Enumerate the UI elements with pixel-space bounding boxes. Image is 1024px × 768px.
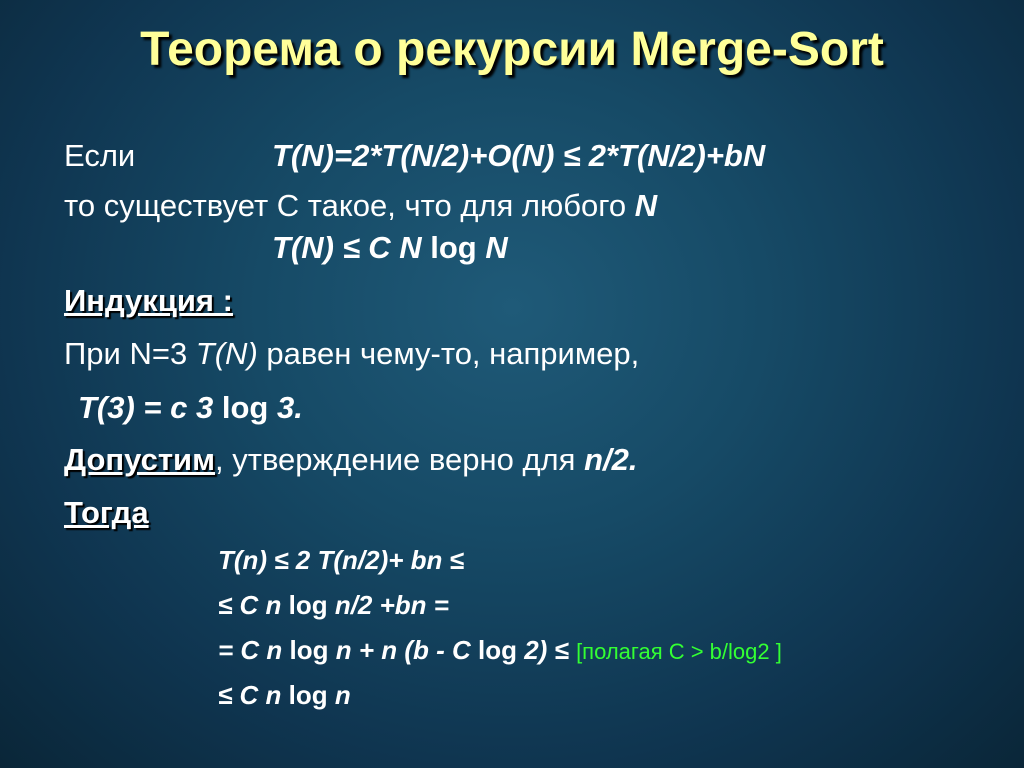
assume-line <box>64 444 637 475</box>
induction-heading: Индукция : <box>64 283 233 318</box>
if-label: Если <box>64 138 136 173</box>
exists-text: то существует C такое, что для любого <box>64 188 635 223</box>
derivation-row-4-log: log <box>281 680 335 710</box>
derivation-row-3 <box>218 637 782 663</box>
bound-log: log <box>421 230 486 265</box>
slide-title: Теорема о рекурсии Merge-Sort <box>140 23 884 76</box>
base-case-text-a: При N=3 <box>64 336 196 371</box>
derivation-row-4-a: ≤ C n <box>218 680 282 710</box>
derivation-row-3-a: = C n <box>218 635 283 665</box>
then-heading: Тогда <box>64 495 149 530</box>
derivation-row-2 <box>218 592 449 618</box>
assume-heading: Допустим <box>64 442 216 477</box>
derivation-row-2-log: log <box>281 590 335 620</box>
derivation-row-3-log: log <box>282 635 336 665</box>
base-case-example <box>78 392 303 423</box>
if-line <box>64 140 135 171</box>
derivation-row-1 <box>218 547 464 573</box>
condition-note: [полагая C > b/log2 ] <box>576 639 782 664</box>
exists-line <box>64 190 657 221</box>
assume-var: n/2. <box>584 442 638 477</box>
derivation-row-2-a: ≤ C n <box>218 590 282 620</box>
exists-var: N <box>634 188 658 223</box>
bound-formula-a: T(N) ≤ C N <box>272 230 422 265</box>
derivation-row-4 <box>218 682 351 708</box>
derivation-row-1-text: T(n) ≤ 2 T(n/2)+ bn ≤ <box>218 545 464 575</box>
t3-arg: 3. <box>276 390 303 425</box>
assume-text: , утверждение верно для <box>215 442 585 477</box>
t3-log: log <box>213 390 277 425</box>
bound-formula-b: N <box>485 230 508 265</box>
derivation-row-2-b: n/2 +bn = <box>334 590 449 620</box>
derivation-row-3-c: 2) ≤ <box>524 635 577 665</box>
derivation-row-3-log2: log <box>470 635 525 665</box>
derivation-row-4-b: n <box>334 680 351 710</box>
base-case-text-b: равен чему-то, например, <box>257 336 640 371</box>
bound-line <box>272 232 508 263</box>
base-case-line <box>64 338 639 369</box>
t3-formula: T(3) = c 3 <box>78 390 214 425</box>
base-case-tn: T(N) <box>195 336 258 371</box>
recurrence-formula: T(N)=2*T(N/2)+O(N) ≤ 2*T(N/2)+bN <box>272 138 766 173</box>
derivation-row-3-b: n + n (b - C <box>335 635 471 665</box>
